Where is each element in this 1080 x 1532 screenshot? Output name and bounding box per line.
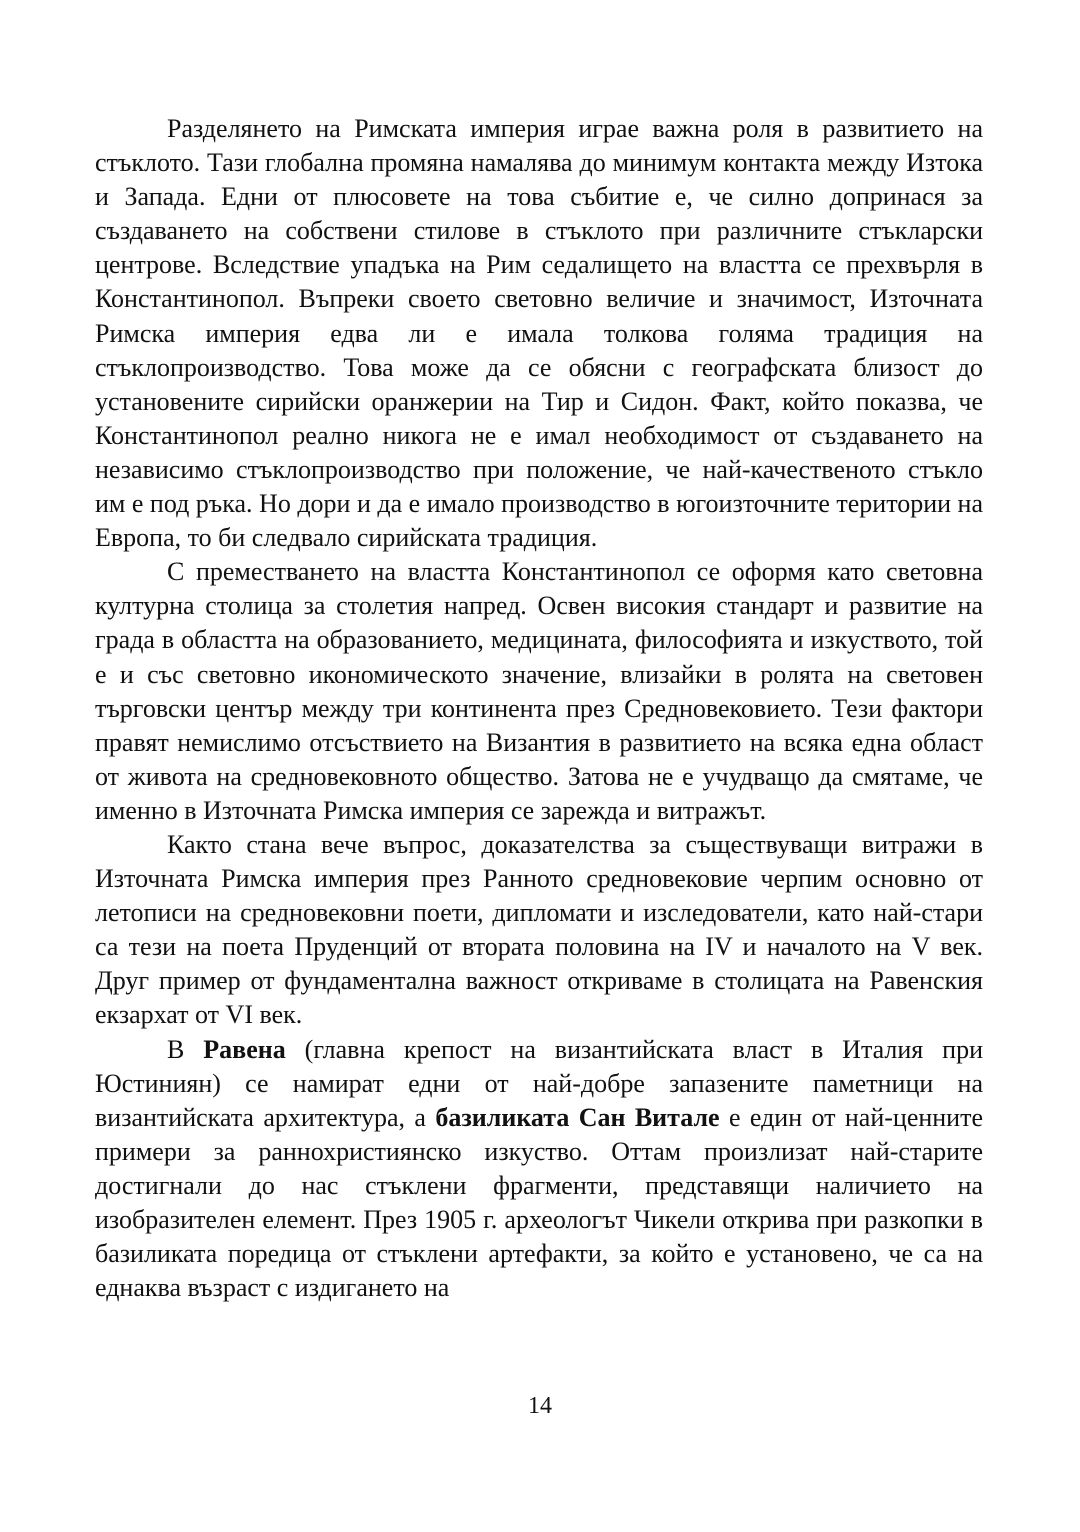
page-body: [95, 112, 983, 1305]
page-number: 14: [528, 1393, 552, 1419]
bold-term-san-vitale: базиликата Сан Витале: [435, 1102, 720, 1132]
bold-term-ravenna: Равена: [203, 1034, 286, 1064]
paragraph: [95, 1033, 983, 1306]
paragraph: [95, 112, 983, 555]
paragraph-text: е един от най-ценните примери за раннохристиянско изкуство. Оттам произлизат най-старите достигнали до нас стъклени фрагменти, представящи наличието на изобразителен елемент. През 1905 г. археологът Чикели открива при разкопки в базиликата поредица от стъклени артефакти, за който е установено, че са на еднаква възраст с издигането на: [95, 1102, 983, 1303]
paragraph-text: В: [167, 1034, 204, 1064]
paragraph-text: Както стана вече въпрос, доказателства за съществуващи витражи в Източната Римска империя през Ранното средновековие черпим основно от летописи на средновековни поети, дипломати и изследователи, като най-стари са тези на поета Пруденций от втората половина на IV и началото на V век. Друг пример от фундаментална важност откриваме в столицата на Равенския екзархат от VI век.: [95, 829, 983, 1030]
paragraph-text: Разделянето на Римската империя играе важна роля в развитието на стъклото. Тази глобална промяна намалява до минимум контакта между Изтока и Запада. Едни от плюсовете на това събитие е, че силно допринася за създаването на собствени стилове в стъклото при различните стъкларски центрове. Вследствие упадъка на Рим седалището на властта се прехвърля в Константинопол. Въпреки своето световно величие и значимост, Източната Римска империя едва ли е имала толкова голяма традиция на стъклопроизводство. Това може да се обясни с географската близост до установените сирийски оранжерии на Тир и Сидон. Факт, който показва, че Константинопол реално никога не е имал необходимост от създаването на независимо стъклопроизводство при положение, че най-качественото стъкло им е под ръка. Но дори и да е имало производство в югоизточните територии на Европа, то би следвало сирийската традиция.: [95, 114, 983, 553]
paragraph: [95, 555, 983, 828]
paragraph-text: (главна крепост на византийската власт в Италия при Юстиниян) се намират едни от най-добре запазените паметници на византийската архитектура, а: [95, 1034, 983, 1132]
paragraph-text: С преместването на властта Константинопол се оформя като световна културна столица за столетия напред. Освен високия стандарт и развитие на града в областта на образованието, медицината, философията и изкуството, той е и със световно икономическото значение, влизайки в ролята на световен търговски център между три континента през Средновековието. Тези фактори правят немислимо отсъствието на Византия в развитието на всяка една област от живота на средновековното общество. Затова не е учудващо да смятаме, че именно в Източната Римска империя се зарежда и витражът.: [95, 557, 983, 825]
paragraph: [95, 828, 983, 1033]
